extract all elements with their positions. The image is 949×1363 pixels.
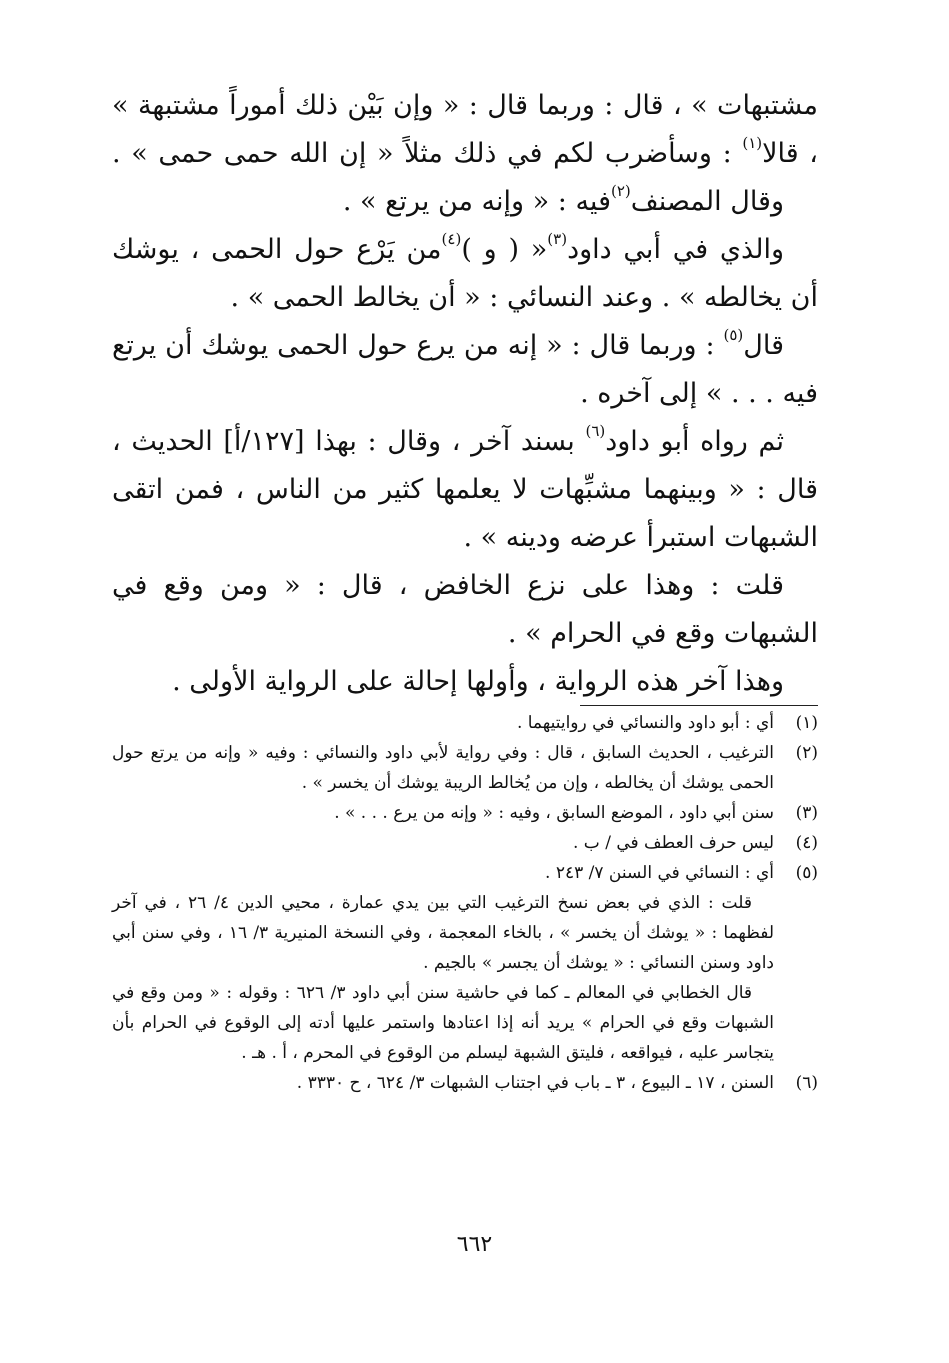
paragraph-7: وهذا آخر هذه الرواية ، وأولها إحالة على الرواية الأولى . <box>172 666 784 697</box>
footnote-number: (١) <box>795 713 818 733</box>
footnote-ref-3: (٣) <box>547 230 568 248</box>
footnote-6 <box>112 1068 818 1098</box>
paragraph-4 <box>112 322 818 418</box>
footnote-5-note: قلت : الذي في بعض نسخ الترغيب التي بين يدي عمارة ، محيي الدين ٤/ ٢٦ ، في آخر لفظهما : « يوشك أن يخسر » ، بالخاء المعجمة ، وفي النسخة المنيرية ٣/ ١٦ ، وفي سنن أبي داود وسنن النسائي : « يوشك أن يجسر » بالجيم . <box>112 893 774 973</box>
paragraph-2 <box>112 178 818 226</box>
footnote-number: (٤) <box>795 833 818 853</box>
paragraph-4-text-b: : وربما قال : « إنه من يرع حول الحمى يوشك أن يرتع فيه . . . » إلى آخره . <box>112 330 818 409</box>
main-text <box>112 82 818 706</box>
footnote-ref-1: (١) <box>742 134 763 152</box>
footnote-5-commentary: قال الخطابي في المعالم ـ كما في حاشية سنن أبي داود ٣/ ٦٢٦ : وقوله : « ومن وقع في الشبهات وقع في الحرام » يريد أنه إذا اعتادها واستمر عليها أدته إلى الوقوع في الحرام بأن يتجاسر عليه ، فيواقعه ، فليتق الشبهة ليسلم من الوقوع في المحرم ، أ . هـ . <box>112 983 774 1063</box>
footnote-separator <box>580 705 818 706</box>
footnote-ref-5: (٥) <box>723 326 744 344</box>
paragraph-1-text-b: : وسأضرب لكم في ذلك مثلاً « إن الله حمى حمى » . <box>112 138 743 169</box>
footnote-text: سنن أبي داود ، الموضع السابق ، وفيه : « وإنه من يرع . . . » . <box>334 803 774 823</box>
footnote-text: أي : النسائي في السنن ٧/ ٢٤٣ . <box>545 863 774 883</box>
footnote-3 <box>112 798 818 828</box>
footnote-ref-4: (٤) <box>441 230 462 248</box>
footnote-ref-2: (٢) <box>610 182 631 200</box>
footnote-number: (٢) <box>795 743 818 763</box>
footnote-number: (٥) <box>795 863 818 883</box>
paragraph-1-text-a: مشتبهات » ، قال : وربما قال : « وإن بَيْن ذلك أموراً مشتبهة » ، قالا <box>112 90 818 169</box>
footnote-number: (٦) <box>795 1073 818 1093</box>
footnote-5 <box>112 858 818 1068</box>
footnote-text: أي : أبو داود والنسائي في روايتيهما . <box>516 713 774 733</box>
paragraph-2-text-b: فيه : « وإنه من يرتع » . <box>342 186 611 217</box>
paragraph-3-text-c: من يَرْع حول الحمى ، يوشك أن يخالطه » . وعند النسائي : « أن يخالط الحمى » . <box>112 234 818 313</box>
paragraph-2-text-a: وقال المصنف <box>630 186 784 217</box>
paragraph-5-text-a: ثم رواه أبو داود <box>605 426 784 457</box>
footnote-text: الترغيب ، الحديث السابق ، قال : وفي رواية لأبي داود والنسائي : وفيه « وإنه من يرتع حول الحمى يوشك أن يخالطه ، وإن من يُخالط الريبة يوشك أن يخسر » . <box>112 743 774 793</box>
paragraph-3-text-b: « ( و ) <box>461 234 548 265</box>
paragraph-3-text-a: والذي في أبي داود <box>567 234 784 265</box>
paragraph-3 <box>112 226 818 322</box>
paragraph-1 <box>112 82 818 178</box>
paragraph-4-text-a: قال <box>743 330 784 361</box>
footnote-text: ليس حرف العطف في / ب . <box>573 833 774 853</box>
footnote-1 <box>112 708 818 738</box>
paragraph-5 <box>112 418 818 562</box>
footnote-2 <box>112 738 818 798</box>
footnote-number: (٣) <box>795 803 818 823</box>
footnote-text: السنن ، ١٧ ـ البيوع ، ٣ ـ باب في اجتناب الشبهات ٣/ ٦٢٤ ، ح ٣٣٣٠ . <box>296 1073 774 1093</box>
page-number: ٦٦٢ <box>456 1232 493 1257</box>
paragraph-5-text-b: بسند آخر ، وقال : بهذا [١٢٧/أ] الحديث ، قال : « وبينهما مشبِّهات لا يعلمها كثير من الناس ، فمن اتقى الشبهات استبرأ عرضه ودينه » . <box>112 426 818 553</box>
footnotes <box>112 708 818 1098</box>
paragraph-6: قلت : وهذا على نزع الخافض ، قال : « ومن وقع في الشبهات وقع في الحرام » . <box>112 570 818 649</box>
footnote-4 <box>112 828 818 858</box>
footnote-ref-6: (٦) <box>585 422 606 440</box>
